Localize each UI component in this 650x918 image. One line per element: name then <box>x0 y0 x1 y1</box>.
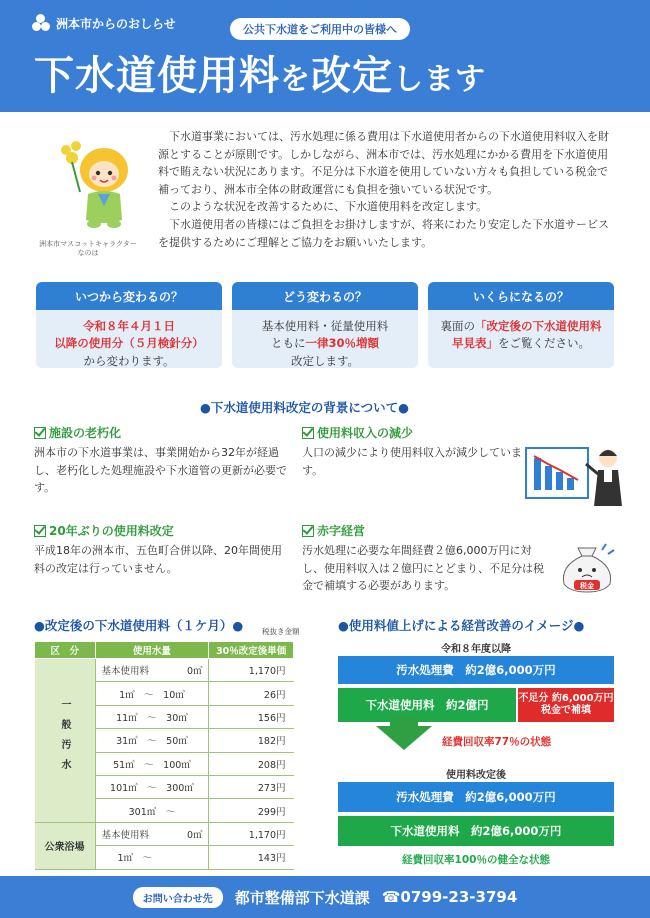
how-box: どう変わるの？ 基本使用料・従量使用料 ともに一律30％増額 改定します。 <box>232 282 418 368</box>
declining-chart-illustration <box>524 434 634 520</box>
table-row: 51㎥ ～ 100㎥ 208円 <box>35 752 294 775</box>
table-row: 1㎥ ～ 143円 <box>35 846 294 869</box>
footer-contact <box>0 876 650 918</box>
point-deficit-body: 汚水処理に必要な年間経費２億6,000万円に対し、使用料収入は２億円にとどまり、不足分は税金で補填する必要があります。 <box>302 544 544 593</box>
city-notice <box>32 14 176 32</box>
mascot-nanoha-illustration <box>58 136 138 232</box>
table-row: 11㎥ ～ 30㎥ 156円 <box>35 705 294 728</box>
tax-note: 税抜き金額 <box>262 627 300 636</box>
table-row: 101㎥ ～ 300㎥ 273円 <box>35 775 294 798</box>
after-label: 使用料改定後 <box>446 770 506 781</box>
down-arrow-head-icon <box>376 726 432 750</box>
header-banner <box>0 0 650 112</box>
table-row: 一般汚水 基本使用料 0㎥ 1,170円 <box>35 659 294 682</box>
fee-table-title: ●改定後の下水道使用料（１ケ月）● <box>34 618 244 633</box>
point-deficit-heading: 赤字経営 <box>302 522 365 539</box>
deficit-bar: 不足分 約6,000万円 税金で補填 <box>518 688 614 722</box>
table-row: 1㎥ ～ 10㎥ 26円 <box>35 682 294 705</box>
point-revision-heading: 20年ぶりの使用料改定 <box>34 522 174 539</box>
table-row: 31㎥ ～ 50㎥ 182円 <box>35 729 294 752</box>
col-volume: 使用水量 <box>95 642 209 659</box>
background-title: ●下水道使用料改定の背景について● <box>200 400 410 415</box>
after-ratio: 経費回収率100％の健全な状態 <box>402 854 550 866</box>
city-emblem-icon <box>32 14 50 32</box>
before-cost-bar: 汚水処理費 約2億6,000万円 <box>338 656 614 684</box>
tax-money-bag-illustration <box>556 540 618 594</box>
improvement-title: ●使用料値上げによる経営改善のイメージ● <box>338 618 585 633</box>
point-revenue-body: 人口の減少により使用料収入が減少しています。 <box>302 446 522 477</box>
checkbox-icon <box>34 525 46 537</box>
before-revenue-bar: 下水道使用料 約2億円 <box>338 688 516 722</box>
mascot-caption: 洲本市マスコットキャラクター なのは <box>39 240 137 258</box>
category-public-bath: 公衆浴場 <box>35 822 96 869</box>
tax-label: 税金 <box>580 582 594 590</box>
how-much-box: いくらになるの？ 裏面の「改定後の下水道使用料 早見表」をご覧ください。 <box>428 282 614 368</box>
checkbox-icon <box>34 427 46 439</box>
point-revision-body: 平成18年の洲本市、五色町合併以降、20年間使用料の改定は行っていません。 <box>34 544 282 575</box>
how-much-heading: いくらになるの？ <box>428 282 614 310</box>
col-price: 30％改定後単価 <box>209 642 294 659</box>
intro-text: 下水道事業においては、汚水処理に係る費用は下水道使用者からの下水道使用料収入を財源とすることが原則です。しかしながら、洲本市では、汚水処理にかかる費用を下水道使用料で賄えない状況にあります。不足分は下水道を使用していない方々も負担している税金で補っており、洲本市全体の財政運営にも負担を強いている状況です。 このような状況を改善するために、下水道使用料を改定します。 下水道使用者の皆様にはご負担をお掛けしますが、将来にわたり安定した下水道サービスを提供するためにご理解とご協力をお願いいたします。 <box>158 130 609 249</box>
checkbox-icon <box>302 525 314 537</box>
before-ratio: 経費回収率77％の状態 <box>442 736 552 748</box>
how-heading: どう変わるの？ <box>232 282 418 310</box>
department-name: 都市整備部下水道課 <box>234 888 370 907</box>
category-general: 一般汚水 <box>35 659 96 823</box>
when-box: いつから変わるの？ 令和８年４月１日 以降の使用分（５月検針分） から変わります。 <box>36 282 222 368</box>
after-revenue-bar: 下水道使用料 約2億6,000万円 <box>338 816 614 846</box>
col-category: 区 分 <box>35 642 96 659</box>
before-label: 令和８年度以降 <box>441 644 511 655</box>
phone-number: ☎0799-23-3794 <box>381 888 518 906</box>
city-label: 洲本市からのおしらせ <box>56 16 176 31</box>
when-heading: いつから変わるの？ <box>36 282 222 310</box>
audience-label: 公共下水道をご利用中の皆様へ <box>230 18 410 40</box>
fee-table <box>34 641 294 870</box>
contact-label: お問い合わせ先 <box>133 887 223 908</box>
point-aging-heading: 施設の老朽化 <box>34 424 121 441</box>
after-cost-bar: 汚水処理費 約2億6,000万円 <box>338 782 614 812</box>
checkbox-icon <box>302 427 314 439</box>
point-revenue-heading: 使用料収入の減少 <box>302 424 413 441</box>
point-aging-body: 洲本市の下水道事業は、事業開始から32年が経過し、老朽化した処理施設や下水道管の更新が必要です。 <box>34 446 287 495</box>
table-row: 301㎥ ～ 299円 <box>35 799 294 822</box>
table-row: 公衆浴場 基本使用料 0㎥ 1,170円 <box>35 822 294 845</box>
page-title: 下水道使用料を改定します <box>34 53 486 99</box>
